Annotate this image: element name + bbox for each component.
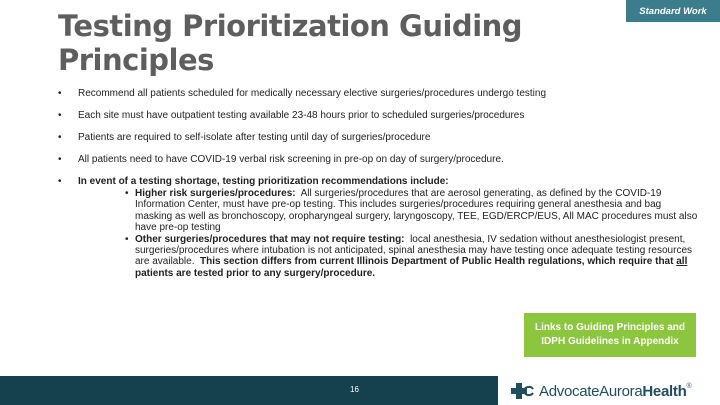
list-item: • Each site must have outpatient testing available 23-48 hours prior to scheduled surgeries/procedures xyxy=(58,110,525,121)
sub2-bold-b: patients are tested prior to any surgery/procedure. xyxy=(135,267,376,279)
logo-part-aurora: Aurora xyxy=(599,382,643,400)
footer-bar xyxy=(0,376,720,405)
sub2-text: local anesthesia, IV sedation without anesthesiologist present, surgeries/procedures where intubation is not anticipated, spinal anesthesia may have testing once adequate testing resources are available. xyxy=(135,233,693,268)
appendix-link-text[interactable]: Links to Guiding Principles and IDPH Guidelines in Appendix xyxy=(534,322,685,347)
list-item-text: Patients are required to self-isolate after testing until day of surgeries/procedure xyxy=(78,132,431,143)
logo-registered: ® xyxy=(686,382,692,390)
cross-icon xyxy=(510,382,534,400)
list-item: • Recommend all patients scheduled for medically necessary elective surgeries/procedures undergo testing xyxy=(58,88,547,99)
sub1-text: All surgeries/procedures that are aerosol generating, as defined by the COVID-19 Information Center, must have pre-op testing. This includes surgeries/procedures requiring general anesthesia and bag masking as well as bronchoscopy, oropharyngeal surgery, laryngoscopy, TEE, EGD/ERCP/EUS, All MAC procedures must also have pre-op testing xyxy=(135,188,698,234)
shortage-lead: In event of a testing shortage, testing prioritization recommendations include: xyxy=(78,176,449,187)
advocate-aurora-logo xyxy=(510,382,691,400)
list-item: • All patients need to have COVID-19 verbal risk screening in pre-op on day of surgery/procedure. xyxy=(58,154,504,165)
shortage-item: • In event of a testing shortage, testing prioritization recommendations include: • Higher risk surgeries/procedures: All surgeries/procedures that are aerosol generating, as defined by the COVID-19 Information Center, must have pre-op testing. This includes surgeries/procedures requiring general anesthesia and bag masking as well as bronchoscopy, oropharyngeal surgery, laryngoscopy, TEE, EGD/ERCP/EUS, All MAC procedures must also have pre-op testing • Other surgeries/procedures that may not require testing: local anesthesia, IV sedation without anesthesiologist present, surgeries/procedures where intubation is not anticipated, spinal anesthesia may have testing once adequate testing resources are available. This section differs from current Illinois Department of Public Health regulations, which require that all patients are tested prior to any surgery/procedure. xyxy=(58,176,698,279)
list-item-text: Recommend all patients scheduled for medically necessary elective surgeries/procedures undergo testing xyxy=(78,88,547,99)
page-number: 16 xyxy=(350,385,359,394)
list-item: • Patients are required to self-isolate after testing until day of surgeries/procedure xyxy=(58,132,431,143)
standard-work-badge: Standard Work xyxy=(626,0,720,22)
principles-list xyxy=(58,88,698,279)
page-title: Testing Prioritization Guiding Principles xyxy=(58,9,523,77)
list-item-text: All patients need to have COVID-19 verbal risk screening in pre-op on day of surgery/procedure. xyxy=(78,154,504,165)
sub1-label: Higher risk surgeries/procedures: xyxy=(135,188,296,199)
sub2-bold-underline: all xyxy=(676,256,688,268)
sub-item-higher-risk: • Higher risk surgeries/procedures: All surgeries/procedures that are aerosol generating, as defined by the COVID-19 Information Center, must have pre-op testing. This includes surgeries/procedures requiring general anesthesia and bag masking as well as bronchoscopy, oropharyngeal surgery, laryngoscopy, TEE, EGD/ERCP/EUS, All MAC procedures must also have pre-op testing xyxy=(125,188,698,234)
logo-wordmark xyxy=(539,383,691,400)
footer-band xyxy=(0,376,498,405)
logo-part-health: Health xyxy=(642,382,687,400)
list-item-text: Each site must have outpatient testing available 23-48 hours prior to scheduled surgeries/procedures xyxy=(78,110,525,121)
appendix-link-box[interactable] xyxy=(524,313,696,357)
shortage-sublist xyxy=(78,188,698,279)
sub2-label: Other surgeries/procedures that may not require testing: xyxy=(135,233,405,245)
logo-part-advocate: Advocate xyxy=(539,382,600,400)
sub-item-other: • Other surgeries/procedures that may not require testing: local anesthesia, IV sedation without anesthesiologist present, surgeries/procedures where intubation is not anticipated, spinal anesthesia may have testing once adequate testing resources are available. This section differs from current Illinois Department of Public Health regulations, which require that all patients are tested prior to any surgery/procedure. xyxy=(125,233,693,279)
sub2-bold-a: This section differs from current Illinois Department of Public Health regulations, which require that xyxy=(200,256,674,268)
